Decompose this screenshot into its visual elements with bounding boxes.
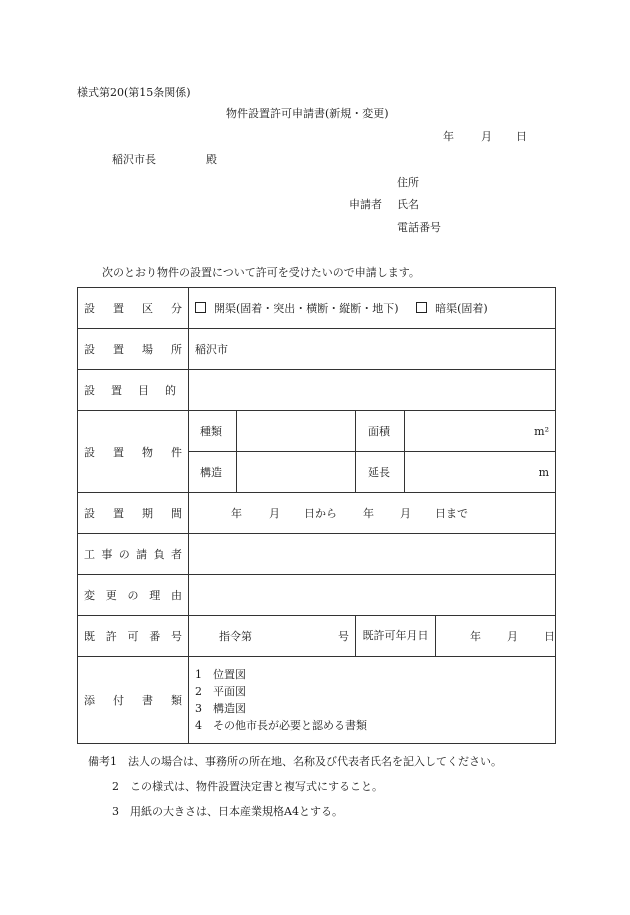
form-number: 様式第20(第15条関係) [77,86,191,99]
honorific: 殿 [206,153,217,166]
category-options [189,288,556,329]
attachments-list [189,657,556,744]
note-2: 2 この様式は、物件設置決定書と複写式にすること。 [112,780,383,793]
place-field[interactable]: 稲沢市 [189,329,556,370]
permit-date-day: 日 [544,630,555,643]
purpose-label: 設 置 目 的 [78,370,189,411]
applicant-name-label: 氏名 [397,198,419,211]
note-1: 備考1 法人の場合は、事務所の所在地、名称及び代表者氏名を記入してください。 [88,755,502,768]
permit-date-year: 年 [470,630,481,643]
area-label: 面積 [356,411,405,452]
checkbox-icon[interactable] [195,302,206,313]
object-label: 設 置 物 件 [78,411,189,493]
permit-number-label: 既 許 可 番 号 [78,616,189,657]
length-field[interactable] [405,452,556,493]
period-to-month: 月 [400,507,411,520]
date-day: 日 [516,130,527,143]
category-option-closed[interactable]: 暗渠(固着) [416,300,488,316]
list-item: 3 構造図 [195,702,246,715]
row-attachments [78,657,556,744]
period-to-day: 日まで [435,507,468,520]
list-item: 2 平面図 [195,685,246,698]
length-unit: m [538,465,549,479]
date-year: 年 [443,130,454,143]
directive-suffix: 号 [338,630,349,643]
row-object-kind [78,411,556,452]
area-unit: m² [534,424,549,438]
category-label: 設 置 区 分 [78,288,189,329]
contractor-field[interactable] [189,534,556,575]
period-label: 設 置 期 間 [78,493,189,534]
reason-field[interactable] [189,575,556,616]
applicant-phone-label: 電話番号 [397,221,441,234]
period-field[interactable] [189,493,556,534]
category-option-open[interactable]: 開渠(固着・突出・横断・縦断・地下) [195,300,399,316]
period-from-day: 日から [304,507,337,520]
applicant-role-label: 申請者 [349,198,382,211]
list-item: 4 その他市長が必要と認める書類 [195,719,367,732]
purpose-field[interactable] [189,370,556,411]
row-place [78,329,556,370]
place-label: 設 置 場 所 [78,329,189,370]
period-to-year: 年 [363,507,374,520]
row-reason [78,575,556,616]
permit-date-label: 既許可年月日 [356,616,436,656]
list-item: 1 位置図 [195,668,246,681]
kind-label: 種類 [189,411,237,452]
row-category [78,288,556,329]
permit-date-month: 月 [507,630,518,643]
period-from-month: 月 [269,507,280,520]
reason-label: 変 更 の 理 由 [78,575,189,616]
applicant-address-label: 住所 [397,176,419,189]
area-field[interactable] [405,411,556,452]
form-title: 物件設置許可申請書(新規・変更) [226,107,389,120]
structure-field[interactable] [237,452,356,493]
intro-text: 次のとおり物件の設置について許可を受けたいので申請します。 [102,266,420,279]
row-contractor [78,534,556,575]
row-period [78,493,556,534]
permit-date-cell[interactable] [356,616,556,657]
note-3: 3 用紙の大きさは、日本産業規格A4とする。 [112,805,343,818]
attachments-label: 添 付 書 類 [78,657,189,744]
directive-prefix: 指令第 [219,630,252,643]
period-from-year: 年 [231,507,242,520]
directive-number-field[interactable] [189,616,356,657]
checkbox-icon[interactable] [416,302,427,313]
date-month: 月 [481,130,492,143]
row-permit-number [78,616,556,657]
kind-field[interactable] [237,411,356,452]
contractor-label: 工 事 の 請 負 者 [78,534,189,575]
addressee: 稲沢市長 [112,153,156,166]
structure-label: 構造 [189,452,237,493]
row-purpose [78,370,556,411]
application-table [77,287,556,744]
length-label: 延長 [356,452,405,493]
